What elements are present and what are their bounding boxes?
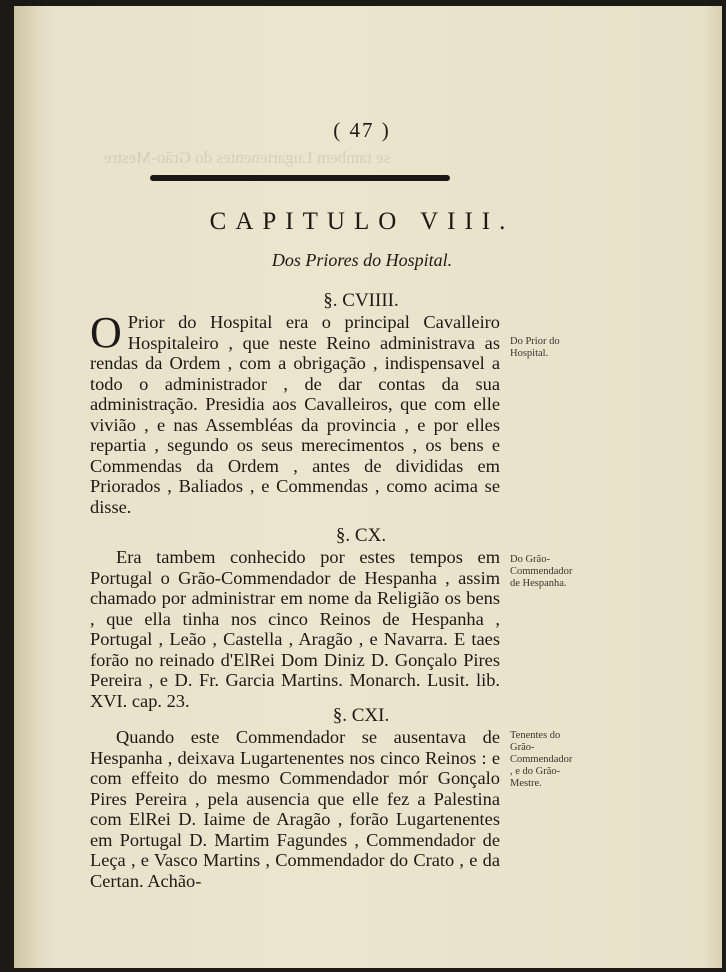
margin-note: Do Grão-Commendador de Hespanha. <box>510 554 573 589</box>
chapter-subtitle: Dos Priores do Hospital. <box>271 250 453 270</box>
chapter-title: CAPITULO VIII. <box>209 208 515 235</box>
section-heading-cx: §. CX. <box>335 525 387 546</box>
section-text-cxi <box>90 727 500 891</box>
bleed-through-text: se tambem Lugartenentes do Grão-Mestre <box>104 148 391 167</box>
margin-note: Tenentes do Grão-Commendador , e do Grão-Mestre. <box>510 730 573 789</box>
paragraph: Era tambem conhecido por estes tempos em Portugal o Grão-Commendador de Hespanha , assim chamado por administrar em nome da Religião os bens , que ella tinha nos cinco Reinos de Hespanha , Portugal , Leão , Castella , Aragão , e Navarra. E taes forão no reinado d'ElRei Dom Diniz D. Gonçalo Pires Pereira , e D. Fr. Garcia Martins. Monarch. Lusit. lib. XVI. cap. 23. <box>90 547 500 711</box>
page-gutter <box>14 6 38 968</box>
section-text-cviiii <box>90 308 500 517</box>
header-rule <box>150 175 450 181</box>
margin-note: Do Prior do Hospital. <box>510 336 560 359</box>
page-number: ( 47 ) <box>333 118 391 142</box>
drop-cap: O <box>90 308 122 357</box>
book-page <box>14 6 722 968</box>
paragraph: Prior do Hospital era o principal Cavalleiro Hospitaleiro , que neste Reino administrava as rendas da Ordem , com a obrigação , indispensavel a todo o administrador , de dar contas da sua administração. Presidia aos Cavalleiros, que com elle vivião , e nas Assembléas da provincia , e por elles repartia , segundo os seus merecimentos , os bens e Commendas da Ordem , antes de divididas em Priorados , Baliados , e Commendas , como acima se disse. <box>90 312 500 517</box>
section-heading-cviiii: §. CVIIII. <box>323 290 399 311</box>
section-heading-cxi: §. CXI. <box>332 705 390 726</box>
section-text-cx <box>90 547 500 711</box>
paragraph: Quando este Commendador se ausentava de Hespanha , deixava Lugartenentes nos cinco Reinos : e com effeito do mesmo Commendador mór Gonçalo Pires Pereira , pela ausencia que elle fez a Palestina com ElRei D. Iaime de Aragão , forão Lugartenentes em Portugal D. Martim Fagundes , Commendador de Leça , e Vasco Martins , Commendador do Crato , e da Certan. Achão- <box>90 727 500 891</box>
